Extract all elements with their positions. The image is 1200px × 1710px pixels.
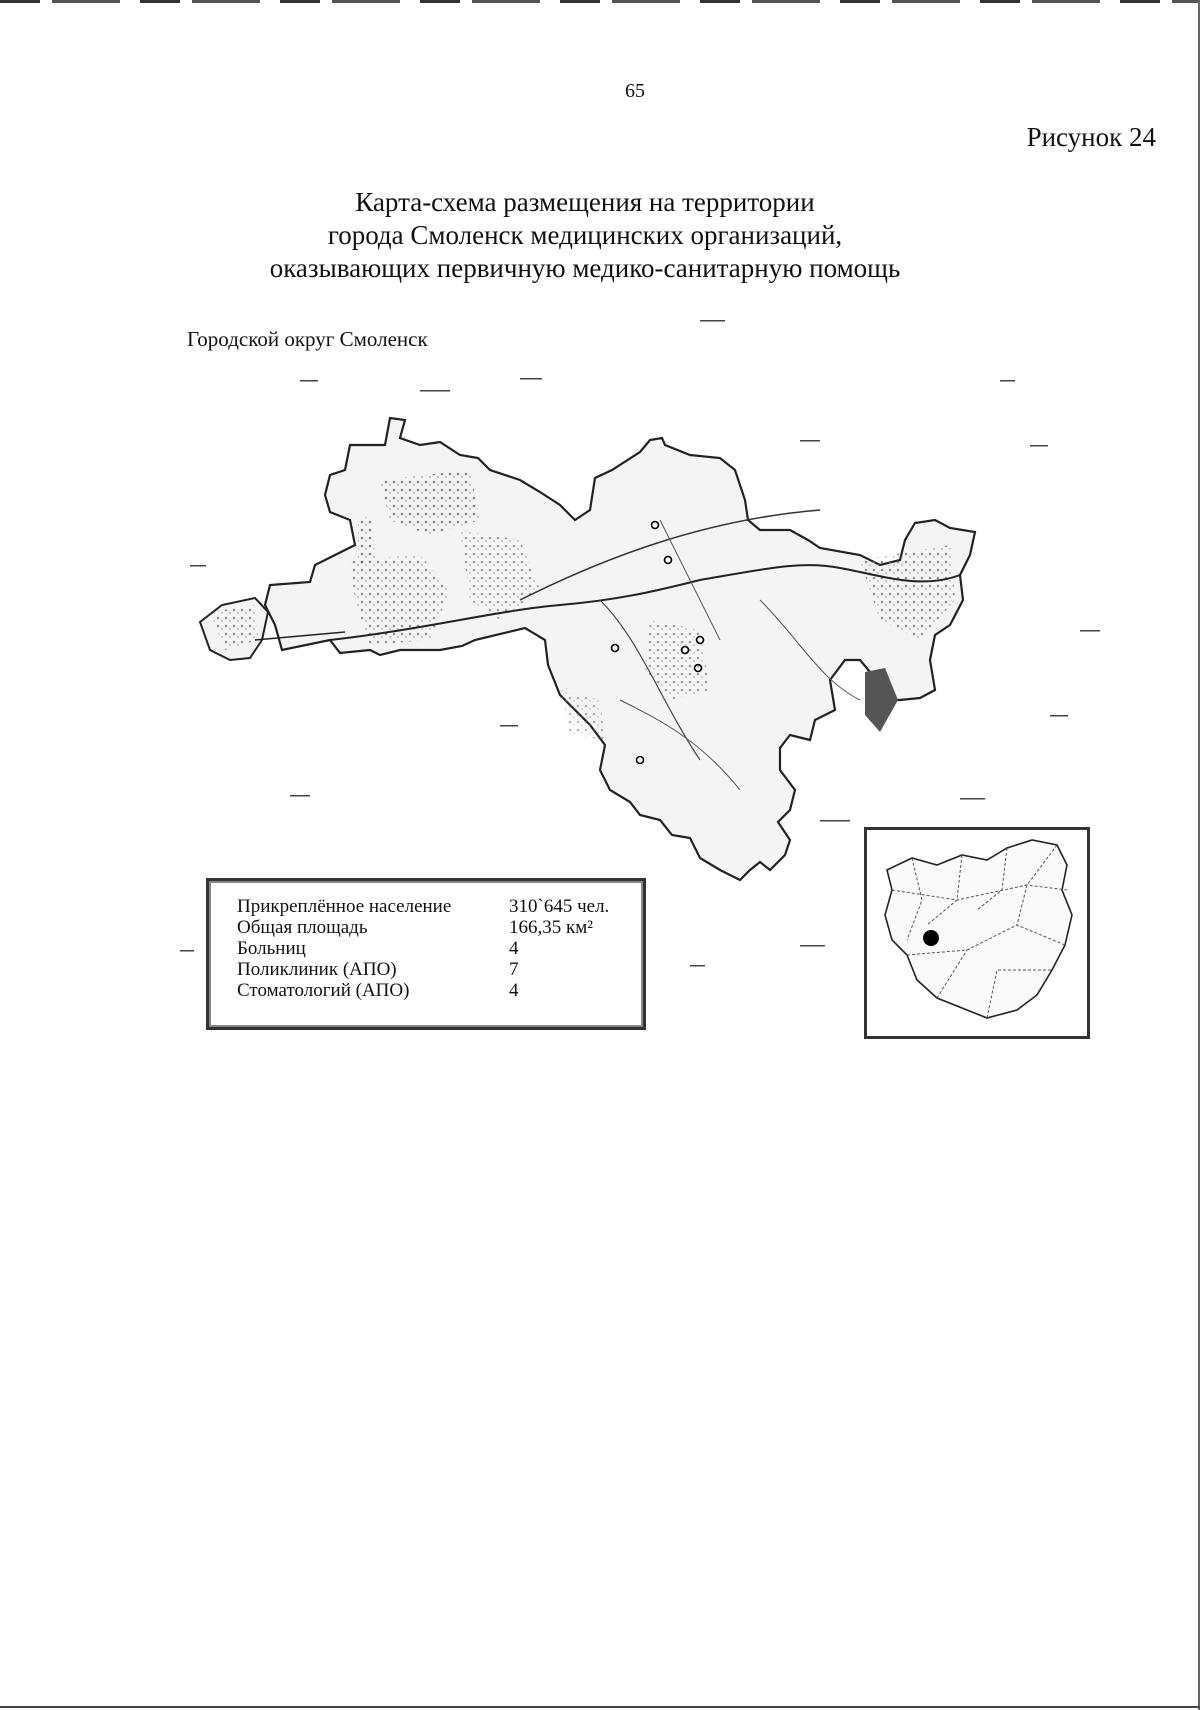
smolensk-location-marker xyxy=(923,930,939,946)
stats-value: 4 xyxy=(509,938,519,959)
page-number: 65 xyxy=(625,80,645,102)
stats-value: 7 xyxy=(509,959,519,980)
stats-row xyxy=(237,939,519,959)
stats-row xyxy=(237,897,609,917)
stats-label: Больниц xyxy=(237,938,306,959)
title-line: города Смоленск медицинских организаций, xyxy=(327,220,843,250)
stats-value: 166,35 км² xyxy=(509,917,593,938)
stats-row xyxy=(237,960,519,980)
figure-label: Рисунок 24 xyxy=(1026,122,1156,152)
scan-edge-bottom xyxy=(0,1706,1200,1708)
region-outline xyxy=(867,830,1087,1036)
region-inset-map xyxy=(864,827,1090,1039)
stats-label: Стоматологий (АПО) xyxy=(237,980,410,1001)
stats-label: Общая площадь xyxy=(237,917,368,938)
title-line: оказывающих первичную медико-санитарную помощь xyxy=(269,253,901,283)
title-line: Карта-схема размещения на территории xyxy=(355,187,815,217)
region-label: Городской округ Смоленск xyxy=(187,327,428,351)
stats-value: 4 xyxy=(509,980,519,1001)
stats-value: 310`645 чел. xyxy=(509,896,610,917)
stats-label: Прикреплённое население xyxy=(237,896,452,917)
stats-label: Поликлиник (АПО) xyxy=(237,959,397,980)
stats-row xyxy=(237,981,519,1001)
statistics-box xyxy=(206,878,646,1030)
city-boundary xyxy=(265,418,975,880)
stats-row xyxy=(237,918,593,938)
